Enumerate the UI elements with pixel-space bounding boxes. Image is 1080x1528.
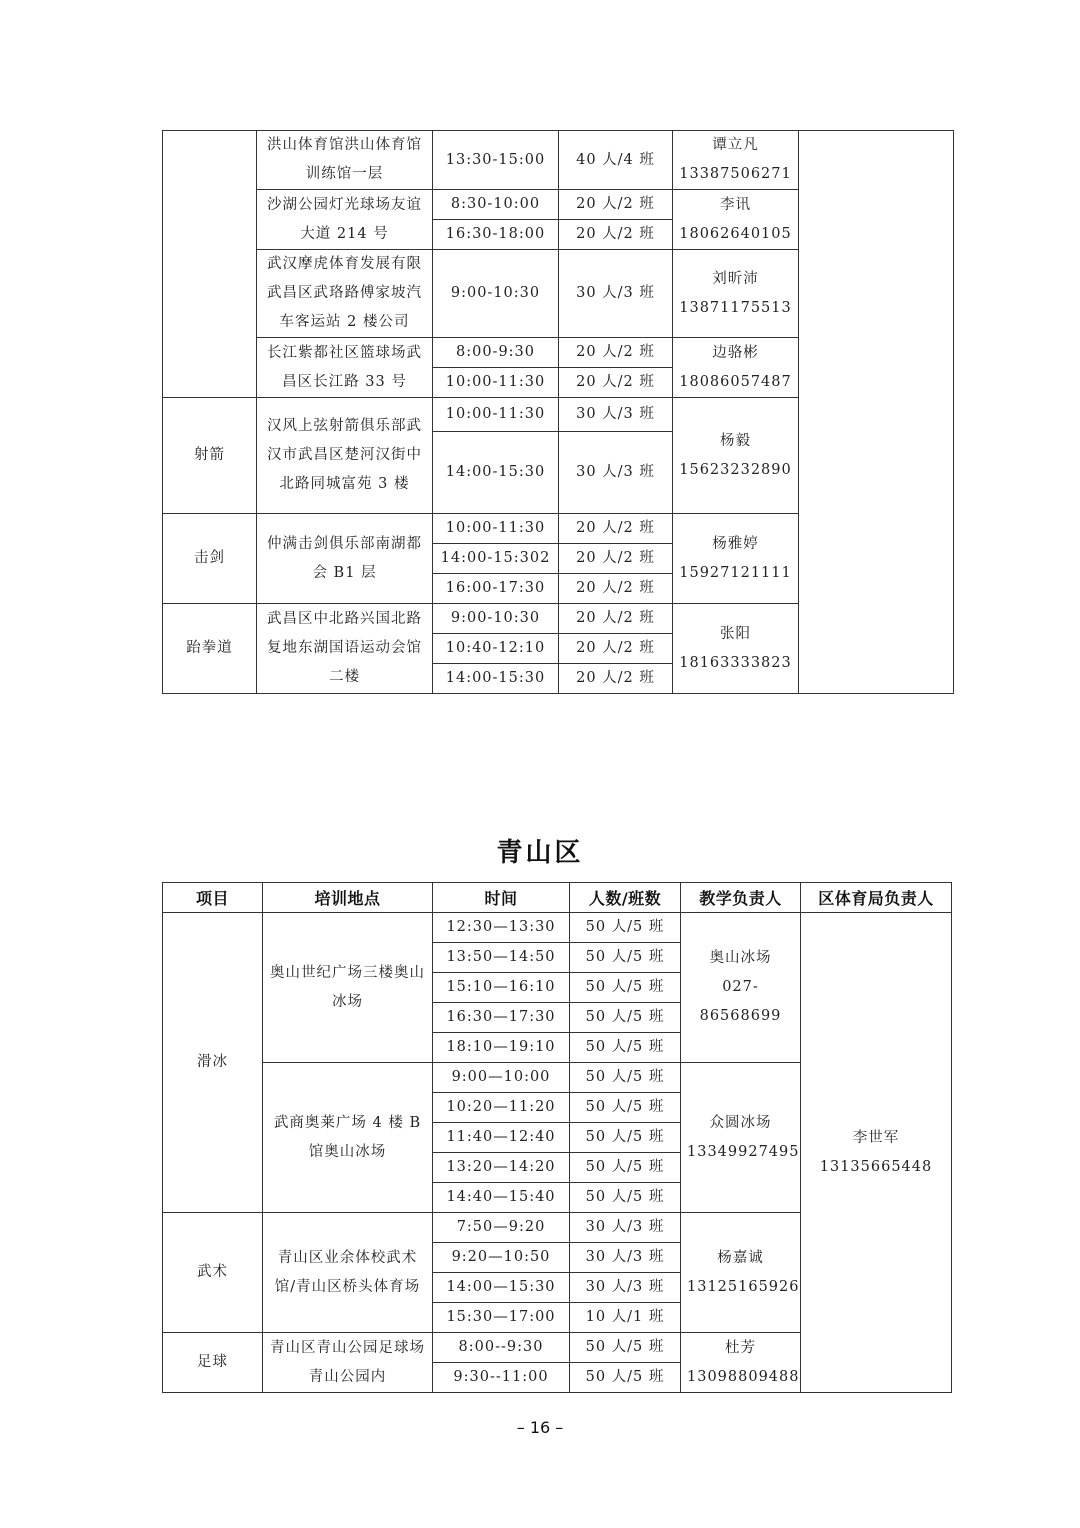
capacity-cell: 30 人/3 班	[570, 1243, 681, 1273]
time-cell: 16:30-18:00	[433, 220, 559, 250]
contact-phone: 027-86568699	[699, 979, 782, 1024]
contact-phone: 13098809488	[687, 1368, 800, 1385]
contact-cell	[673, 190, 799, 250]
location-cell: 汉风上弦射箭俱乐部武汉市武昌区楚河汉街中北路同城富苑 3 楼	[257, 398, 433, 514]
time-cell: 9:30--11:00	[433, 1363, 570, 1393]
page-number: – 16 –	[516, 1418, 564, 1437]
capacity-cell: 50 人/5 班	[570, 1123, 681, 1153]
capacity-cell: 30 人/3 班	[559, 432, 673, 514]
header-time: 时间	[433, 883, 570, 913]
time-cell: 10:00-11:30	[433, 398, 559, 432]
time-cell: 16:30—17:30	[433, 1003, 570, 1033]
capacity-cell: 20 人/2 班	[559, 190, 673, 220]
capacity-cell: 30 人/3 班	[559, 398, 673, 432]
capacity-cell: 20 人/2 班	[559, 544, 673, 574]
sport-cell: 射箭	[163, 398, 257, 514]
time-cell: 15:30—17:00	[433, 1303, 570, 1333]
bureau-cell	[799, 131, 954, 694]
time-cell: 18:10—19:10	[433, 1033, 570, 1063]
header-location: 培训地点	[263, 883, 433, 913]
time-cell: 9:00-10:30	[433, 250, 559, 338]
capacity-cell: 50 人/5 班	[570, 1153, 681, 1183]
schedule-table-continued	[162, 130, 954, 694]
capacity-cell: 50 人/5 班	[570, 1333, 681, 1363]
location-cell: 洪山体育馆洪山体育馆训练馆一层	[257, 131, 433, 190]
capacity-cell: 20 人/2 班	[559, 514, 673, 544]
capacity-cell: 50 人/5 班	[570, 1093, 681, 1123]
capacity-cell: 40 人/4 班	[559, 131, 673, 190]
location-cell: 青山区青山公园足球场青山公园内	[263, 1333, 433, 1393]
sport-cell: 击剑	[163, 514, 257, 604]
contact-name: 李讯	[720, 196, 751, 213]
time-cell: 14:40—15:40	[433, 1183, 570, 1213]
capacity-cell: 50 人/5 班	[570, 973, 681, 1003]
time-cell: 14:00-15:302	[433, 544, 559, 574]
schedule-table-qingshan	[162, 882, 952, 1393]
contact-cell	[673, 250, 799, 338]
capacity-cell: 20 人/2 班	[559, 220, 673, 250]
capacity-cell: 30 人/3 班	[570, 1273, 681, 1303]
location-cell: 长江紫都社区篮球场武昌区长江路 33 号	[257, 338, 433, 398]
header-capacity: 人数/班数	[570, 883, 681, 913]
section-title: 青山区	[496, 838, 584, 868]
contact-phone: 15927121111	[679, 564, 792, 581]
header-teacher: 教学负责人	[681, 883, 801, 913]
capacity-cell: 20 人/2 班	[559, 664, 673, 694]
location-cell: 沙湖公园灯光球场友谊大道 214 号	[257, 190, 433, 250]
capacity-cell: 50 人/5 班	[570, 1033, 681, 1063]
contact-cell	[673, 131, 799, 190]
contact-phone: 15623232890	[679, 461, 792, 478]
contact-name: 边骆彬	[712, 344, 759, 361]
time-cell: 13:30-15:00	[433, 131, 559, 190]
time-cell: 12:30—13:30	[433, 913, 570, 943]
capacity-cell: 50 人/5 班	[570, 943, 681, 973]
bureau-contact-cell	[801, 913, 952, 1393]
time-cell: 10:40-12:10	[433, 634, 559, 664]
time-cell: 10:00-11:30	[433, 514, 559, 544]
contact-name: 杨雅婷	[712, 535, 759, 552]
capacity-cell: 20 人/2 班	[559, 604, 673, 634]
capacity-cell: 10 人/1 班	[570, 1303, 681, 1333]
contact-name: 杜芳	[725, 1339, 756, 1356]
time-cell: 11:40—12:40	[433, 1123, 570, 1153]
contact-cell	[673, 514, 799, 604]
sport-cell: 滑冰	[163, 913, 263, 1213]
table-row	[163, 913, 952, 943]
contact-cell	[681, 1063, 801, 1213]
sport-cell: 跆拳道	[163, 604, 257, 694]
time-cell: 10:00-11:30	[433, 368, 559, 398]
sport-cell: 足球	[163, 1333, 263, 1393]
contact-cell	[681, 913, 801, 1063]
contact-name: 众圆冰场	[709, 1114, 772, 1131]
time-cell: 8:00--9:30	[433, 1333, 570, 1363]
contact-name: 刘昕沛	[712, 270, 759, 287]
location-cell: 奥山世纪广场三楼奥山冰场	[263, 913, 433, 1063]
contact-cell	[681, 1333, 801, 1393]
time-cell: 14:00—15:30	[433, 1273, 570, 1303]
contact-phone: 13871175513	[679, 299, 792, 316]
contact-cell	[673, 338, 799, 398]
time-cell: 9:20—10:50	[433, 1243, 570, 1273]
contact-cell	[673, 604, 799, 694]
capacity-cell: 20 人/2 班	[559, 574, 673, 604]
contact-phone: 18163333823	[679, 654, 792, 671]
time-cell: 14:00-15:30	[433, 664, 559, 694]
time-cell: 7:50—9:20	[433, 1213, 570, 1243]
contact-name: 杨嘉诚	[717, 1249, 764, 1266]
location-cell: 武昌区中北路兴国北路复地东湖国语运动会馆二楼	[257, 604, 433, 694]
capacity-cell: 50 人/5 班	[570, 1003, 681, 1033]
bureau-contact-phone: 13135665448	[819, 1158, 933, 1175]
contact-phone: 18086057487	[679, 373, 792, 390]
time-cell: 13:50—14:50	[433, 943, 570, 973]
time-cell: 8:30-10:00	[433, 190, 559, 220]
contact-phone: 18062640105	[679, 225, 792, 242]
contact-cell	[673, 398, 799, 514]
capacity-cell: 30 人/3 班	[559, 250, 673, 338]
sport-cell: 武术	[163, 1213, 263, 1333]
time-cell: 9:00—10:00	[433, 1063, 570, 1093]
time-cell: 14:00-15:30	[433, 432, 559, 514]
contact-name: 张阳	[720, 625, 751, 642]
capacity-cell: 50 人/5 班	[570, 913, 681, 943]
location-cell: 青山区业余体校武术馆/青山区桥头体育场	[263, 1213, 433, 1333]
location-cell: 仲满击剑俱乐部南湖都会 B1 层	[257, 514, 433, 604]
time-cell: 16:00-17:30	[433, 574, 559, 604]
header-bureau: 区体育局负责人	[801, 883, 952, 913]
capacity-cell: 20 人/2 班	[559, 368, 673, 398]
time-cell: 9:00-10:30	[433, 604, 559, 634]
bureau-contact-name: 李世军	[852, 1129, 900, 1146]
contact-name: 杨毅	[720, 432, 751, 449]
capacity-cell: 50 人/5 班	[570, 1363, 681, 1393]
capacity-cell: 30 人/3 班	[570, 1213, 681, 1243]
capacity-cell: 50 人/5 班	[570, 1183, 681, 1213]
capacity-cell: 20 人/2 班	[559, 634, 673, 664]
time-cell: 15:10—16:10	[433, 973, 570, 1003]
contact-name: 奥山冰场	[709, 950, 772, 966]
sport-cell	[163, 131, 257, 398]
contact-cell	[681, 1213, 801, 1333]
time-cell: 8:00-9:30	[433, 338, 559, 368]
capacity-cell: 20 人/2 班	[559, 338, 673, 368]
location-cell: 武汉摩虎体育发展有限武昌区武珞路傅家坡汽车客运站 2 楼公司	[257, 250, 433, 338]
contact-phone: 13387506271	[679, 166, 792, 182]
contact-phone: 13349927495	[687, 1143, 800, 1160]
table-header-row	[163, 883, 952, 913]
location-cell: 武商奥莱广场 4 楼 B 馆奥山冰场	[263, 1063, 433, 1213]
header-sport: 项目	[163, 883, 263, 913]
contact-phone: 13125165926	[687, 1278, 800, 1295]
contact-name: 谭立凡	[712, 137, 759, 153]
time-cell: 10:20—11:20	[433, 1093, 570, 1123]
time-cell: 13:20—14:20	[433, 1153, 570, 1183]
capacity-cell: 50 人/5 班	[570, 1063, 681, 1093]
